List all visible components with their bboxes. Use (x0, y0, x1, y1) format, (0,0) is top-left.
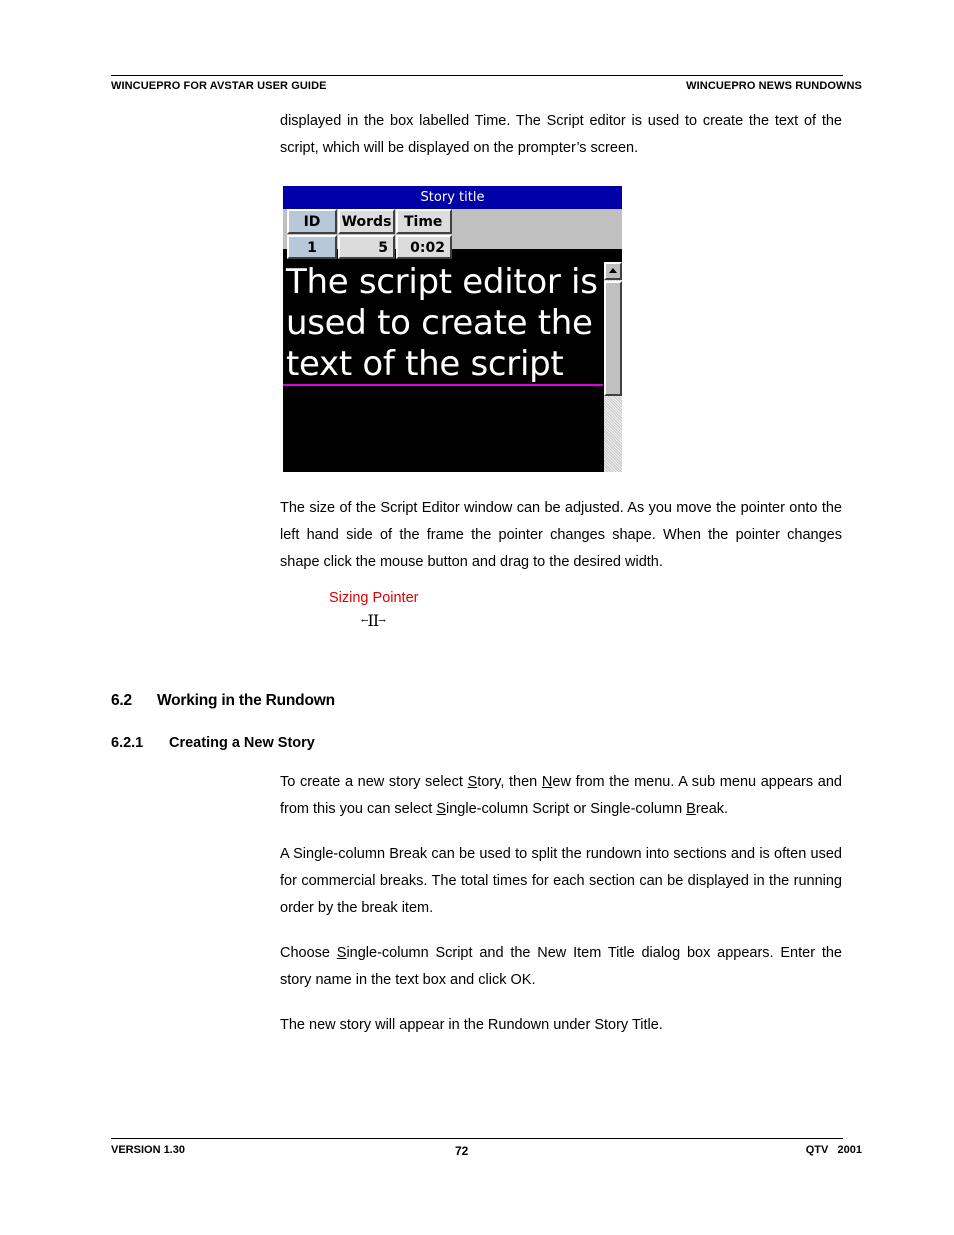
paragraph-3 (280, 940, 842, 994)
section-number: 6.2 (111, 692, 132, 709)
footer-rule (111, 1138, 843, 1139)
footer-version: VERSION 1.30 (111, 1144, 185, 1156)
scroll-thumb[interactable] (604, 281, 622, 396)
script-line: text of the script (286, 344, 564, 384)
resize-paragraph (280, 495, 842, 576)
paragraph-1 (280, 769, 842, 823)
mnemonic-underline: S (436, 801, 447, 817)
mnemonic-underline: S (467, 774, 478, 790)
story-info-grid (283, 209, 622, 256)
paragraph-2-text: A Single-column Break can be used to split the rundown into sections and is often used for commercial breaks. The total times for each section can be displayed in the running order by the break item. (280, 846, 842, 916)
cell-words: 5 (338, 235, 395, 259)
editor-title-bar[interactable]: Story title (283, 186, 622, 209)
text-run: Choose (280, 945, 337, 961)
intro-text: displayed in the box labelled Time. The Script editor is used to create the text of the script, which will be displayed on the prompter’s screen. (280, 113, 842, 156)
text-run: tory, then (477, 774, 542, 790)
paragraph-4 (280, 1012, 842, 1039)
intro-paragraph (280, 108, 842, 162)
sizing-pointer-label: Sizing Pointer (329, 590, 419, 606)
text-run: ingle-column Script and the New Item Title dialog box appears. Enter the story name in the text box and click OK. (280, 945, 842, 988)
header-rule (111, 75, 843, 76)
section-heading (111, 692, 335, 710)
resize-text: The size of the Script Editor window can be adjusted. As you move the pointer onto the left hand side of the frame the pointer changes shape. When the pointer changes shape click the mouse button and drag to the desired width. (280, 500, 842, 570)
subsection-heading (111, 735, 315, 751)
paragraph-4-text: The new story will appear in the Rundown under Story Title. (280, 1017, 663, 1033)
section-title: Working in the Rundown (157, 692, 335, 709)
script-end-marker (283, 384, 603, 386)
column-header-words: Words (338, 209, 395, 234)
column-header-id: ID (287, 209, 337, 234)
story-editor-window (283, 186, 622, 472)
mnemonic-underline: N (541, 774, 553, 790)
header-left: WINCUEPRO FOR AVSTAR USER GUIDE (111, 80, 327, 92)
text-run: To create a new story select (280, 774, 468, 790)
script-line: The script editor is (286, 262, 598, 302)
paragraph-2 (280, 841, 842, 922)
subsection-title: Creating a New Story (169, 735, 315, 751)
subsection-number: 6.2.1 (111, 735, 144, 751)
mnemonic-underline: S (336, 945, 347, 961)
sizing-glyph: II (367, 611, 379, 630)
text-run: ew from the menu. A sub menu appears and from this you can select (280, 774, 842, 817)
scroll-up-icon[interactable] (604, 262, 622, 280)
vertical-scrollbar[interactable] (604, 262, 622, 472)
text-run: reak. (695, 801, 729, 817)
cell-time: 0:02 (396, 235, 452, 259)
script-line: used to create the (286, 303, 593, 343)
header-right: WINCUEPRO NEWS RUNDOWNS (686, 80, 862, 92)
footer-publisher: QTV 2001 (805, 1144, 862, 1156)
text-run: ingle-column Script or Single-column (446, 801, 687, 817)
page-number: 72 (455, 1144, 469, 1158)
column-header-time: Time (396, 209, 452, 234)
cell-id: 1 (287, 235, 337, 259)
mnemonic-underline: B (686, 801, 696, 817)
script-text-area[interactable] (283, 262, 603, 472)
sizing-pointer-icon: ←II→ (361, 611, 385, 630)
